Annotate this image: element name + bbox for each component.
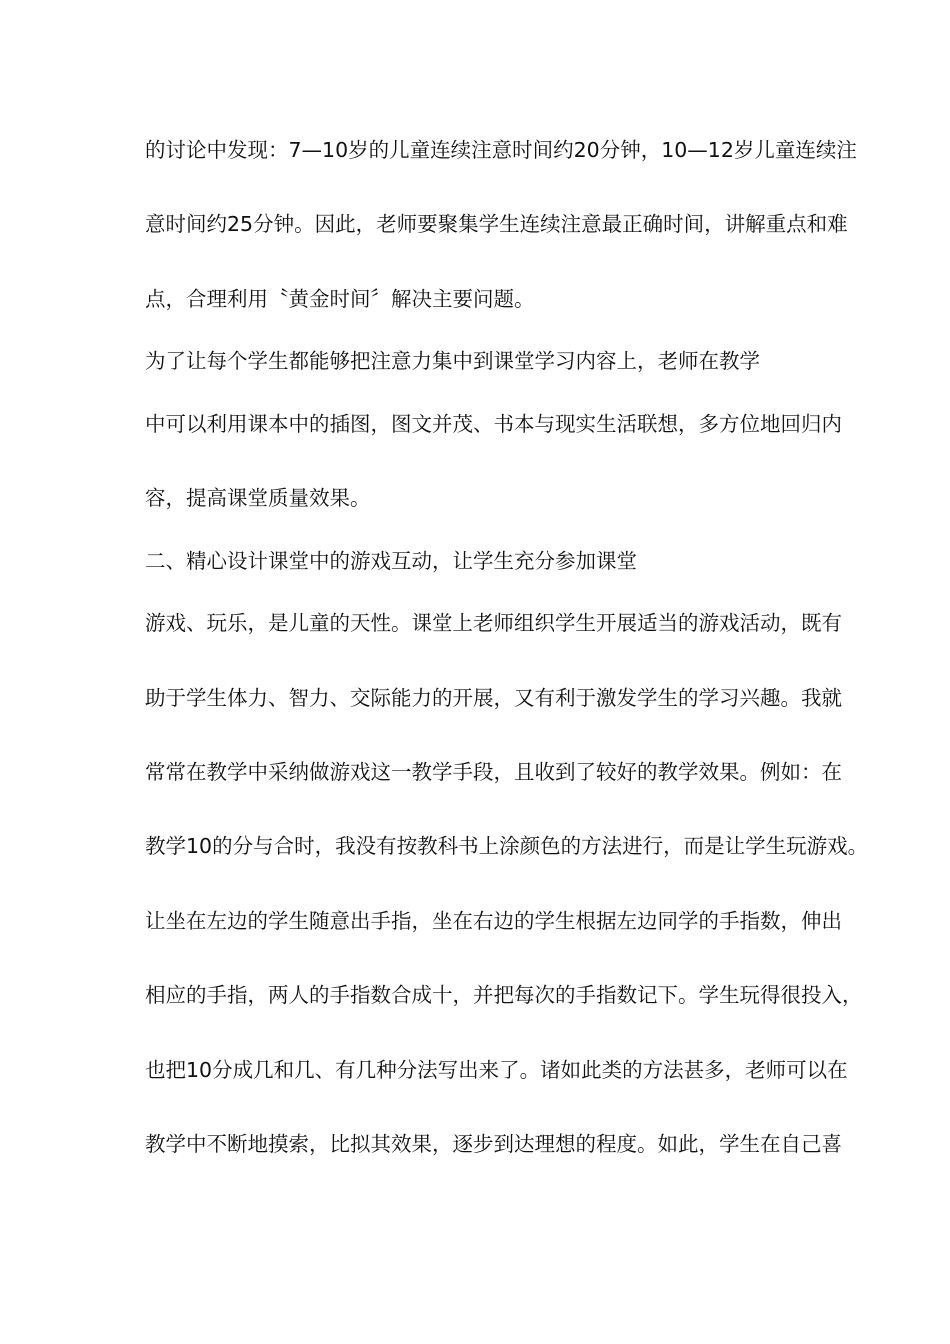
paragraph-line: 容，提高课堂质量效果。 (145, 486, 371, 510)
paragraph-line: 助于学生体力、智力、交际能力的开展，又有利于激发学生的学习兴趣。我就 (145, 686, 842, 710)
section-heading: 二、精心设计课堂中的游戏互动，让学生充分参加课堂 (145, 549, 637, 573)
paragraph-line: 游戏、玩乐，是儿童的天性。课堂上老师组织学生开展适当的游戏活动，既有 (145, 611, 842, 635)
paragraph-line: 相应的手指，两人的手指数合成十，并把每次的手指数记下。学生玩得很投入， (145, 983, 863, 1007)
paragraph-line: 中可以利用课本中的插图，图文并茂、书本与现实生活联想，多方位地回归内 (145, 412, 842, 436)
paragraph-line: 点，合理利用〝黄金时间〞解决主要问题。 (145, 287, 535, 311)
paragraph-line: 意时间约25分钟。因此，老师要聚集学生连续注意最正确时间，讲解重点和难 (145, 212, 848, 236)
paragraph-line: 教学10的分与合时，我没有按教科书上涂颜色的方法进行，而是让学生玩游戏。 (145, 834, 869, 858)
paragraph-line: 也把10分成几和几、有几种分法写出来了。诸如此类的方法甚多，老师可以在 (145, 1058, 848, 1082)
paragraph-line: 为了让每个学生都能够把注意力集中到课堂学习内容上，老师在教学 (145, 349, 760, 373)
paragraph-line: 让坐在左边的学生随意出手指，坐在右边的学生根据左边同学的手指数，伸出 (145, 909, 842, 933)
paragraph-line: 的讨论中发现：7—10岁的儿童连续注意时间约20分钟，10—12岁儿童连续注 (145, 138, 857, 162)
paragraph-line: 常常在教学中采纳做游戏这一教学手段，且收到了较好的教学效果。例如：在 (145, 760, 842, 784)
paragraph-line: 教学中不断地摸索，比拟其效果，逐步到达理想的程度。如此，学生在自己喜 (145, 1132, 842, 1156)
